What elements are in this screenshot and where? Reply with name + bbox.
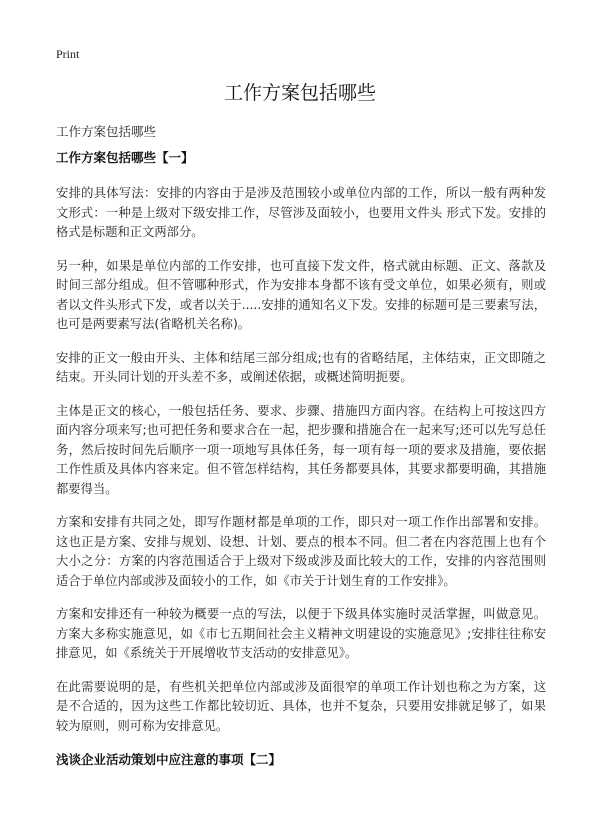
paragraph: 在此需要说明的是，有些机关把单位内部或涉及面很窄的单项工作计划也称之为方案，这是不合适的，因为这些工作都比较切近、具体，也并不复杂，只要用安排就足够了，如果较为原则，则可称为安排意见。 [56, 679, 546, 733]
document-subtitle: 工作方案包括哪些 [56, 124, 157, 139]
paragraph: 方案和安排有共同之处，即写作题材都是单项的工作，即只对一项工作作出部署和安排。这也正是方案、安排与规划、设想、计划、要点的根本不同。但二者在内容范围上也有个大小之分：方案的内容范围适合于上级对下级或涉及面比较大的工作，安排的内容范围则适合于单位内部或涉及面较小的工作，如《市关于计划生育的工作安排》。 [56, 515, 546, 588]
paragraph: 主体是正文的核心，一般包括任务、要求、步骤、措施四方面内容。在结构上可按这四方面内容分项来写;也可把任务和要求合在一起，把步骤和措施合在一起来写;还可以先写总任务，然后按时间先后顺序一项一项地写具体任务，每一项有每一项的要求及措施，要依据工作性质及具体内容来定。但不管怎样结构，其任务都要具体，其要求都要明确，其措施都要得当。 [56, 403, 546, 496]
print-link[interactable]: Print [56, 47, 80, 61]
section-heading-2: 浅谈企业活动策划中应注意的事项【二】 [56, 752, 282, 767]
paragraph: 安排的具体写法：安排的内容由于是涉及范围较小或单位内部的工作，所以一般有两种发文形式：一种是上级对下级安排工作，尽管涉及面较小，也要用文件头 形式下发。安排的格式是标题和正文两部分。 [56, 186, 546, 239]
paragraph: 方案和安排还有一种较为概要一点的写法，以便于下级具体实施时灵活掌握，叫做意见。方案大多称实施意见，如《市七五期间社会主义精神文明建设的实施意见》;安排往往称安排意见，如《系统关于开展增收节支活动的安排意见》。 [56, 607, 546, 660]
document-title: 工作方案包括哪些 [223, 82, 376, 104]
section-heading-1: 工作方案包括哪些【一】 [56, 150, 194, 165]
paragraph: 另一种，如果是单位内部的工作安排，也可直接下发文件，格式就由标题、正文、落款及时间三部分组成。但不管哪种形式，作为安排本身都不该有受文单位，如果必须有，则或者以文件头形式下发，或者以关于.....安排的通知名义下发。安排的标题可是三要素写法，也可是两要素写法(省略机关名称)。 [56, 258, 546, 331]
paragraph: 安排的正文一般由开头、主体和结尾三部分组成;也有的省略结尾，主体结束，正文即随之结束。开头同计划的开头差不多，或阐述依据，或概述简明扼要。 [56, 350, 546, 384]
document-body [56, 148, 546, 786]
